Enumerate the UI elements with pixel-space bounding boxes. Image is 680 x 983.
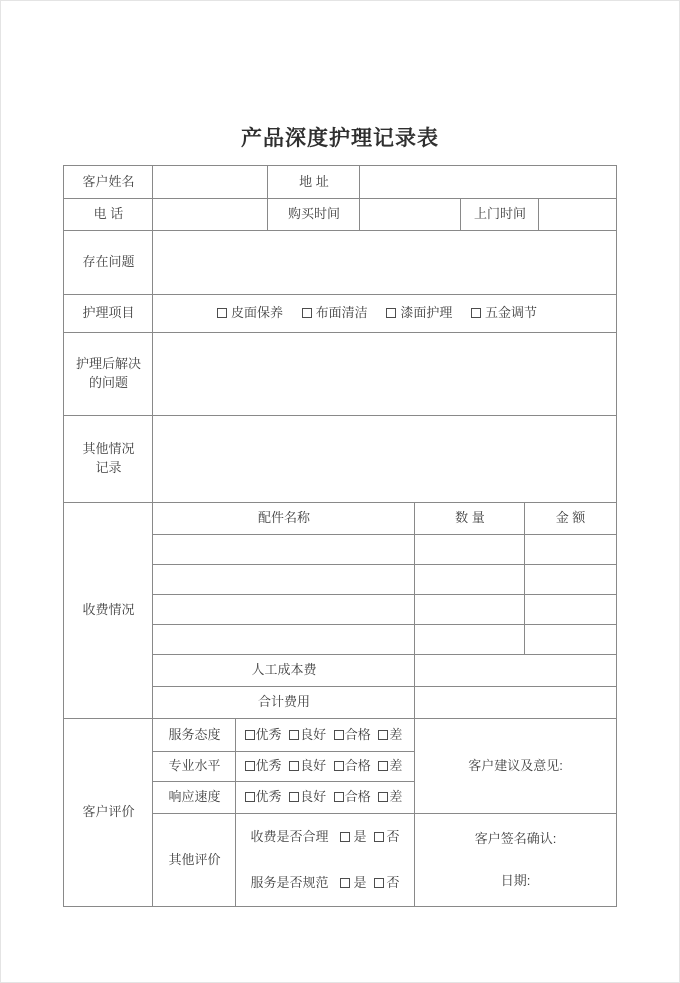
care-items-label: 护理项目 (64, 295, 153, 333)
rating-option-label: 合格 (344, 726, 371, 742)
yes-label: 是 (353, 828, 367, 844)
checkbox-icon (245, 761, 255, 771)
problems-value (153, 231, 616, 295)
other-records-label (64, 416, 153, 503)
fee-amount-cell (525, 625, 616, 655)
other-records-label-line2: 记录 (95, 460, 122, 475)
rating-option (334, 758, 371, 773)
fee-amount-cell (525, 535, 616, 565)
solved-problems-label-line2: 的问题 (88, 375, 128, 390)
yes-option (340, 875, 366, 890)
fees-label: 收费情况 (64, 503, 153, 719)
rating-option-label: 良好 (300, 789, 327, 805)
labor-cost-value (415, 655, 616, 687)
no-option (374, 829, 400, 844)
purchase-time-value (360, 199, 461, 231)
phone-label: 电 话 (64, 199, 153, 231)
rating-option-label: 差 (389, 726, 403, 742)
care-option-label: 漆面护理 (400, 305, 453, 321)
row-customer (64, 166, 616, 199)
rating-option-label: 差 (389, 758, 403, 774)
checkbox-icon (245, 730, 255, 740)
rating-option-label: 差 (389, 789, 403, 805)
rating-options (236, 719, 415, 752)
fee-part-name-cell (153, 565, 415, 595)
rating-option-label: 优秀 (255, 726, 282, 742)
fee-quantity-cell (415, 595, 525, 625)
other-item-label: 服务是否规范 (250, 874, 329, 890)
rating-option (289, 758, 326, 773)
checkbox-icon (378, 792, 388, 802)
fee-col-quantity: 数 量 (415, 503, 525, 535)
solved-problems-value (153, 333, 616, 416)
solved-problems-label (64, 333, 153, 416)
fee-part-name-cell (153, 595, 415, 625)
customer-name-label: 客户姓名 (64, 166, 153, 199)
visit-time-label: 上门时间 (461, 199, 539, 231)
labor-cost-label: 人工成本费 (153, 655, 415, 687)
checkbox-icon (334, 761, 344, 771)
checkbox-icon (334, 730, 344, 740)
fee-amount-cell (525, 565, 616, 595)
no-option (374, 875, 400, 890)
fee-quantity-cell (415, 535, 525, 565)
checkbox-icon (374, 878, 384, 888)
purchase-time-label: 购买时间 (268, 199, 360, 231)
solved-problems-label-line1: 护理后解决 (75, 356, 141, 372)
checkbox-icon (374, 832, 384, 842)
care-record-form (63, 165, 616, 907)
rating-option (378, 789, 402, 804)
row-phone (64, 199, 616, 231)
evaluation-label: 客户评价 (64, 719, 153, 907)
care-option (471, 305, 537, 320)
checkbox-icon (289, 730, 299, 740)
checkbox-icon (378, 761, 388, 771)
phone-value (153, 199, 268, 231)
care-option-label: 布面清洁 (315, 305, 368, 321)
signature-label: 客户签名确认: (474, 830, 557, 846)
rating-option (378, 727, 402, 742)
care-option (386, 305, 452, 320)
rating-option-label: 良好 (300, 726, 327, 742)
checkbox-icon (302, 308, 312, 318)
other-eval-items-wrap (236, 814, 414, 906)
fee-part-name-cell (153, 625, 415, 655)
checkbox-icon (289, 792, 299, 802)
checkbox-icon (217, 308, 227, 318)
care-option (217, 305, 283, 320)
fee-col-amount: 金 额 (525, 503, 616, 535)
rating-option (245, 727, 282, 742)
rating-option-label: 优秀 (255, 789, 282, 805)
date-label: 日期: (500, 872, 531, 888)
no-label: 否 (386, 874, 400, 890)
checkbox-icon (340, 832, 350, 842)
address-value (360, 166, 616, 199)
fee-part-name-cell (153, 535, 415, 565)
care-option (302, 305, 368, 320)
customer-name-value (153, 166, 268, 199)
yes-label: 是 (353, 874, 367, 890)
signature-cell (415, 814, 616, 907)
fee-col-part-name: 配件名称 (153, 503, 415, 535)
care-option-label: 皮面保养 (231, 305, 284, 321)
checkbox-icon (245, 792, 255, 802)
fee-quantity-cell (415, 565, 525, 595)
other-eval-items (236, 814, 415, 907)
row-other-records (64, 416, 616, 503)
checkbox-icon (340, 878, 350, 888)
problems-label: 存在问题 (64, 231, 153, 295)
suggestions-cell (415, 719, 616, 814)
fee-quantity-cell (415, 625, 525, 655)
other-eval-label: 其他评价 (153, 814, 236, 907)
checkbox-icon (471, 308, 481, 318)
other-records-label-line1: 其他情况 (82, 441, 135, 457)
row-solved-problems (64, 333, 616, 416)
total-cost-label: 合计费用 (153, 687, 415, 719)
fee-header-row (64, 503, 616, 535)
address-label: 地 址 (268, 166, 360, 199)
care-option-label: 五金调节 (484, 305, 537, 321)
rating-option (334, 789, 371, 804)
no-label: 否 (386, 828, 400, 844)
other-eval-item (250, 874, 414, 893)
rating-row (64, 719, 616, 752)
rating-label: 专业水平 (153, 752, 236, 782)
rating-option (334, 727, 371, 742)
rating-options (236, 782, 415, 814)
rating-options (236, 752, 415, 782)
rating-option (245, 758, 282, 773)
suggestions-label: 客户建议及意见: (468, 757, 563, 773)
other-item-label: 收费是否合理 (250, 828, 329, 844)
checkbox-icon (386, 308, 396, 318)
rating-label: 服务态度 (153, 719, 236, 752)
visit-time-value (539, 199, 616, 231)
rating-option (289, 727, 326, 742)
other-records-value (153, 416, 616, 503)
fee-amount-cell (525, 595, 616, 625)
yes-option (340, 829, 366, 844)
rating-option-label: 良好 (300, 758, 327, 774)
rating-option-label: 合格 (344, 758, 371, 774)
checkbox-icon (334, 792, 344, 802)
rating-option (245, 789, 282, 804)
other-eval-item (250, 828, 414, 847)
rating-option-label: 合格 (344, 789, 371, 805)
care-items-options (153, 295, 616, 333)
rating-option (378, 758, 402, 773)
checkbox-icon (289, 761, 299, 771)
page-title: 产品深度护理记录表 (241, 127, 439, 150)
row-care-items (64, 295, 616, 333)
rating-option-label: 优秀 (255, 758, 282, 774)
checkbox-icon (378, 730, 388, 740)
rating-option (289, 789, 326, 804)
total-cost-value (415, 687, 616, 719)
rating-label: 响应速度 (153, 782, 236, 814)
row-problems (64, 231, 616, 295)
